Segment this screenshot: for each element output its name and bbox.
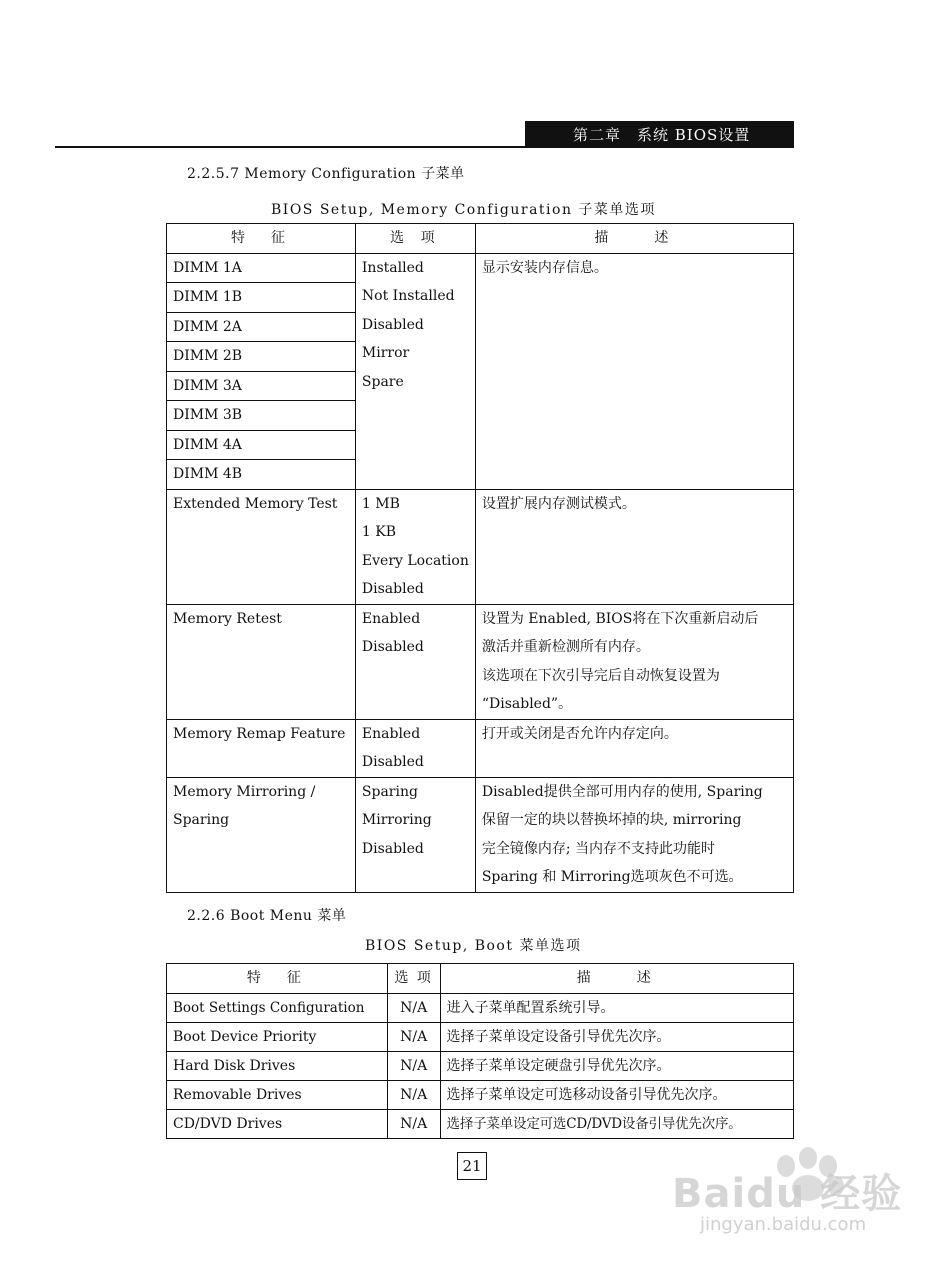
table-caption-memory-config: BIOS Setup, Memory Configuration 子菜单选项 xyxy=(271,202,656,218)
option-value: 1 KB xyxy=(361,524,397,540)
options-cell xyxy=(355,604,475,719)
feature-cell: CD/DVD Drives xyxy=(167,1109,388,1138)
dimm-options-cell xyxy=(355,253,475,489)
description-text: “Disabled”。 xyxy=(481,696,573,712)
feature-cell: Memory Mirroring / Sparing xyxy=(167,777,356,892)
table-header-row xyxy=(167,964,794,994)
option-value: Disabled xyxy=(361,840,424,857)
description-text: Disabled提供全部可用内存的使用, Sparing xyxy=(481,783,763,800)
description-cell xyxy=(475,777,793,892)
table-row xyxy=(167,719,794,777)
table-row xyxy=(167,1080,794,1109)
options-cell xyxy=(355,489,475,604)
dimm-feature-cell: DIMM 2A xyxy=(167,312,356,342)
option-value: Every Location xyxy=(361,552,469,569)
description-cell xyxy=(475,489,793,604)
description-cell: 进入子菜单配置系统引导。 xyxy=(440,993,793,1022)
section-heading-boot-menu: 2.2.6 Boot Menu 菜单 xyxy=(187,908,347,924)
description-text: 显示安装内存信息。 xyxy=(481,259,608,276)
description-text: 打开或关闭是否允许内存定向。 xyxy=(481,725,678,742)
option-value: Mirroring xyxy=(361,812,432,828)
option-value: Mirror xyxy=(361,345,410,361)
page-number: 21 xyxy=(457,1152,487,1180)
dimm-feature-cell: DIMM 3A xyxy=(167,371,356,401)
dimm-feature-cell: DIMM 4A xyxy=(167,430,356,460)
description-text: 设置为 Enabled, BIOS将在下次重新启动后 xyxy=(481,610,759,627)
section-heading-memory-config: 2.2.5.7 Memory Configuration 子菜单 xyxy=(187,166,465,182)
option-value: Enabled xyxy=(361,610,421,627)
description-cell xyxy=(475,604,793,719)
column-header-feature: 特 征 xyxy=(167,224,356,254)
option-cell: N/A xyxy=(387,1080,440,1109)
watermark-brand: Baidu 经验 xyxy=(672,1171,903,1217)
option-cell: N/A xyxy=(387,1022,440,1051)
table-header-row xyxy=(167,224,794,254)
option-value: Disabled xyxy=(361,754,424,770)
table-row xyxy=(167,489,794,604)
column-header-options: 选 项 xyxy=(387,964,440,994)
option-value: Disabled xyxy=(361,581,424,597)
description-cell: 选择子菜单设定可选移动设备引导优先次序。 xyxy=(440,1080,793,1109)
description-text: 保留一定的块以替换坏掉的块, mirroring xyxy=(481,812,742,828)
option-value: Disabled xyxy=(361,316,424,333)
column-header-description: 描 述 xyxy=(440,964,793,994)
option-value: Sparing xyxy=(361,783,418,800)
description-cell: 选择子菜单设定设备引导优先次序。 xyxy=(440,1022,793,1051)
description-cell xyxy=(475,719,793,777)
description-text: 激活并重新检测所有内存。 xyxy=(481,639,650,655)
table-row xyxy=(167,1109,794,1138)
header-rule xyxy=(55,146,525,148)
feature-cell: Memory Remap Feature xyxy=(167,719,356,777)
column-header-description: 描 述 xyxy=(475,224,793,254)
feature-cell: Extended Memory Test xyxy=(167,489,356,604)
table-row xyxy=(167,253,794,283)
column-header-options: 选 项 xyxy=(355,224,475,254)
dimm-feature-cell: DIMM 2B xyxy=(167,342,356,372)
feature-cell: Memory Retest xyxy=(167,604,356,719)
description-text: 完全镜像内存; 当内存不支持此功能时 xyxy=(481,840,716,857)
memory-config-table xyxy=(166,223,794,893)
dimm-feature-cell: DIMM 1A xyxy=(167,253,356,283)
option-cell: N/A xyxy=(387,993,440,1022)
option-value: Installed xyxy=(361,259,424,276)
options-cell xyxy=(355,719,475,777)
option-value: 1 MB xyxy=(361,495,400,512)
description-text: 设置扩展内存测试模式。 xyxy=(481,495,636,512)
dimm-feature-cell: DIMM 3B xyxy=(167,401,356,431)
dimm-feature-cell: DIMM 4B xyxy=(167,460,356,490)
option-value: Disabled xyxy=(361,639,424,655)
description-text: Sparing 和 Mirroring选项灰色不可选。 xyxy=(481,869,743,885)
table-row xyxy=(167,993,794,1022)
table-row xyxy=(167,777,794,892)
option-cell: N/A xyxy=(387,1109,440,1138)
feature-cell: Hard Disk Drives xyxy=(167,1051,388,1080)
feature-cell: Removable Drives xyxy=(167,1080,388,1109)
description-text: 该选项在下次引导完后自动恢复设置为 xyxy=(481,667,720,684)
column-header-feature: 特 征 xyxy=(167,964,388,994)
description-cell: 选择子菜单设定可选CD/DVD设备引导优先次序。 xyxy=(440,1109,793,1138)
dimm-feature-cell: DIMM 1B xyxy=(167,283,356,313)
option-value: Spare xyxy=(361,373,404,390)
option-value: Not Installed xyxy=(361,288,455,304)
description-cell: 选择子菜单设定硬盘引导优先次序。 xyxy=(440,1051,793,1080)
option-value: Enabled xyxy=(361,725,421,742)
option-cell: N/A xyxy=(387,1051,440,1080)
dimm-description-cell xyxy=(475,253,793,489)
boot-menu-table xyxy=(166,963,794,1139)
table-row xyxy=(167,604,794,719)
feature-cell: Boot Settings Configuration xyxy=(167,993,388,1022)
feature-cell: Boot Device Priority xyxy=(167,1022,388,1051)
table-row xyxy=(167,1051,794,1080)
options-cell xyxy=(355,777,475,892)
chapter-title: 第二章 系统 BIOS设置 xyxy=(525,121,794,148)
table-row xyxy=(167,1022,794,1051)
watermark-url: jingyan.baidu.com xyxy=(700,1214,867,1235)
table-caption-boot-menu: BIOS Setup, Boot 菜单选项 xyxy=(365,938,582,954)
